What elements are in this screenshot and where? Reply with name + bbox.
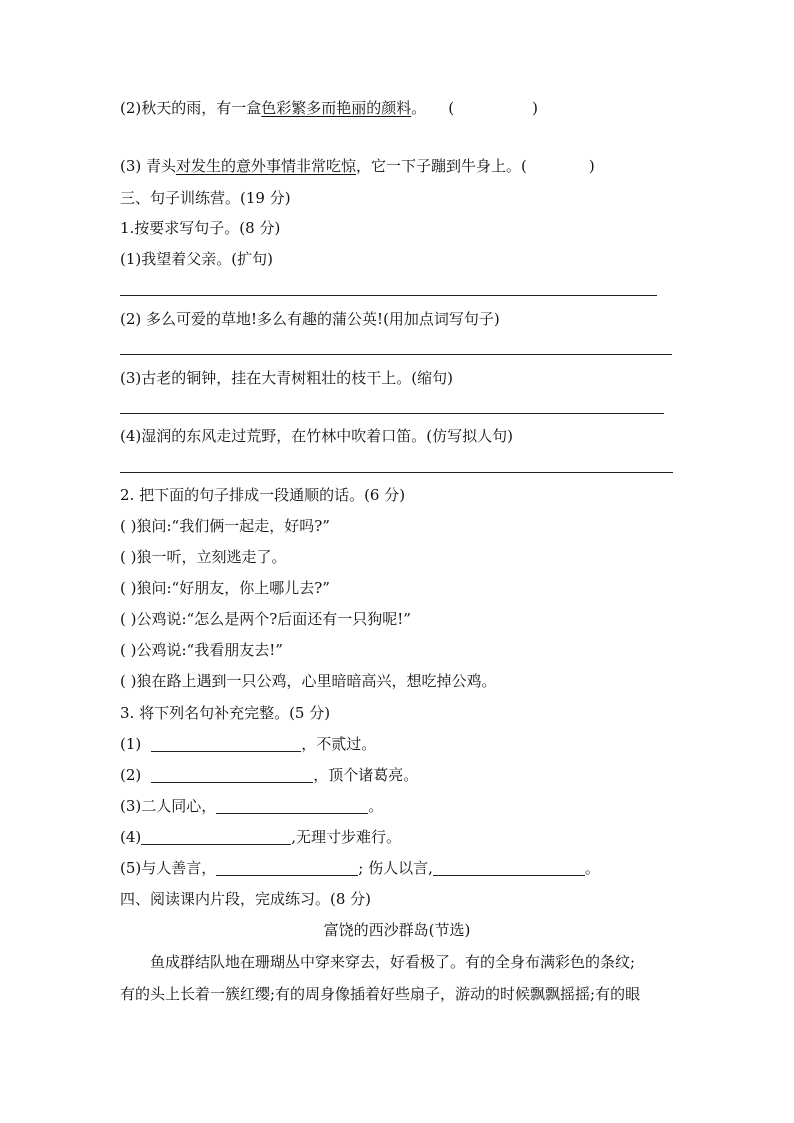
sentence-task-3: (3)古老的铜钟，挂在大青树粗壮的枝干上。(缩句): [120, 369, 453, 387]
fill-1-number: (1): [120, 735, 142, 753]
fill-1-text: ，不贰过。: [301, 735, 377, 753]
q2-3-suffix: ，它一下子蹦到牛身上。(: [356, 157, 527, 175]
q2-3-paren-close: ): [588, 157, 595, 175]
question-2-3: [120, 156, 595, 176]
answer-line-2[interactable]: [120, 354, 672, 355]
fill-5-blank-1[interactable]: [216, 859, 358, 876]
order-item-1[interactable]: ( )狼问:“我们俩一起走，好吗?”: [120, 517, 330, 535]
sentence-task-4: (4)湿润的东风走过荒野，在竹林中吹着口笛。(仿写拟人句): [120, 427, 513, 445]
passage-line-2: 有的头上长着一簇红缨;有的周身像插着好些扇子，游动的时候飘飘摇摇;有的眼: [120, 985, 641, 1003]
fill-5-mid: ; 伤人以言,: [358, 859, 433, 877]
fill-3-text: (3)二人同心，: [120, 797, 217, 815]
fill-5-end: 。: [584, 859, 600, 877]
order-item-3[interactable]: ( )狼问:“好朋友，你上哪儿去?”: [120, 579, 330, 597]
subsection-1-heading: 1.按要求写句子。(8 分): [120, 219, 281, 237]
sentence-task-1: (1)我望着父亲。(扩句): [120, 250, 273, 268]
section-4-heading: 四、阅读课内片段，完成练习。(8 分): [120, 890, 372, 908]
q2-2-prefix: (2)秋天的雨，有一盒: [120, 99, 262, 117]
q2-3-prefix: (3) 青头: [120, 157, 177, 175]
fill-2-text: ，顶个诸葛亮。: [313, 766, 419, 784]
order-item-4[interactable]: ( )公鸡说:“怎么是两个?后面还有一只狗呢!”: [120, 610, 411, 628]
subsection-3-heading: 3. 将下列名句补充完整。(5 分): [120, 704, 331, 722]
subsection-2-heading: 2. 把下面的句子排成一段通顺的话。(6 分): [120, 486, 406, 504]
fill-2-number: (2): [120, 766, 142, 784]
order-item-5[interactable]: ( )公鸡说:“我看朋友去!”: [120, 641, 283, 659]
fill-3-blank[interactable]: [216, 797, 368, 814]
q2-2-paren-close: ): [532, 99, 538, 117]
q2-2-suffix: 。: [411, 99, 427, 117]
fill-item-2: [120, 765, 418, 785]
fill-4-blank[interactable]: [141, 828, 291, 845]
fill-4-text: ,无理寸步难行。: [291, 828, 402, 846]
order-item-6[interactable]: ( )狼在路上遇到一只公鸡，心里暗暗高兴，想吃掉公鸡。: [120, 672, 497, 690]
answer-line-1[interactable]: [120, 295, 657, 296]
answer-line-4[interactable]: [120, 472, 673, 473]
passage-line-1: 鱼成群结队地在珊瑚丛中穿来穿去，好看极了。有的全身布满彩色的条纹;: [150, 953, 636, 971]
fill-2-blank[interactable]: [151, 766, 313, 783]
passage-title: 富饶的西沙群岛(节选): [323, 921, 471, 939]
fill-item-3: [120, 796, 383, 816]
fill-4-number: (4): [120, 828, 142, 846]
fill-item-5: [120, 858, 600, 878]
fill-5-text: (5)与人善言，: [120, 859, 217, 877]
q2-2-paren-open: (: [448, 99, 455, 117]
fill-item-4: [120, 827, 401, 847]
sentence-task-2: (2) 多么可爱的草地!多么有趣的蒲公英!(用加点词写句子): [120, 310, 500, 328]
fill-item-1: [120, 734, 376, 754]
answer-line-3[interactable]: [120, 413, 664, 414]
fill-5-blank-2[interactable]: [433, 859, 585, 876]
q2-2-underlined-phrase: 色彩繁多而艳丽的颜料: [261, 99, 412, 117]
order-item-2[interactable]: ( )狼一听，立刻逃走了。: [120, 548, 287, 566]
section-3-heading: 三、句子训练营。(19 分): [120, 189, 291, 207]
fill-1-blank[interactable]: [151, 735, 301, 752]
question-2-2: [120, 98, 538, 118]
q2-3-underlined-phrase: 对发生的意外事情非常吃惊: [176, 157, 357, 175]
fill-3-end: 。: [368, 797, 384, 815]
